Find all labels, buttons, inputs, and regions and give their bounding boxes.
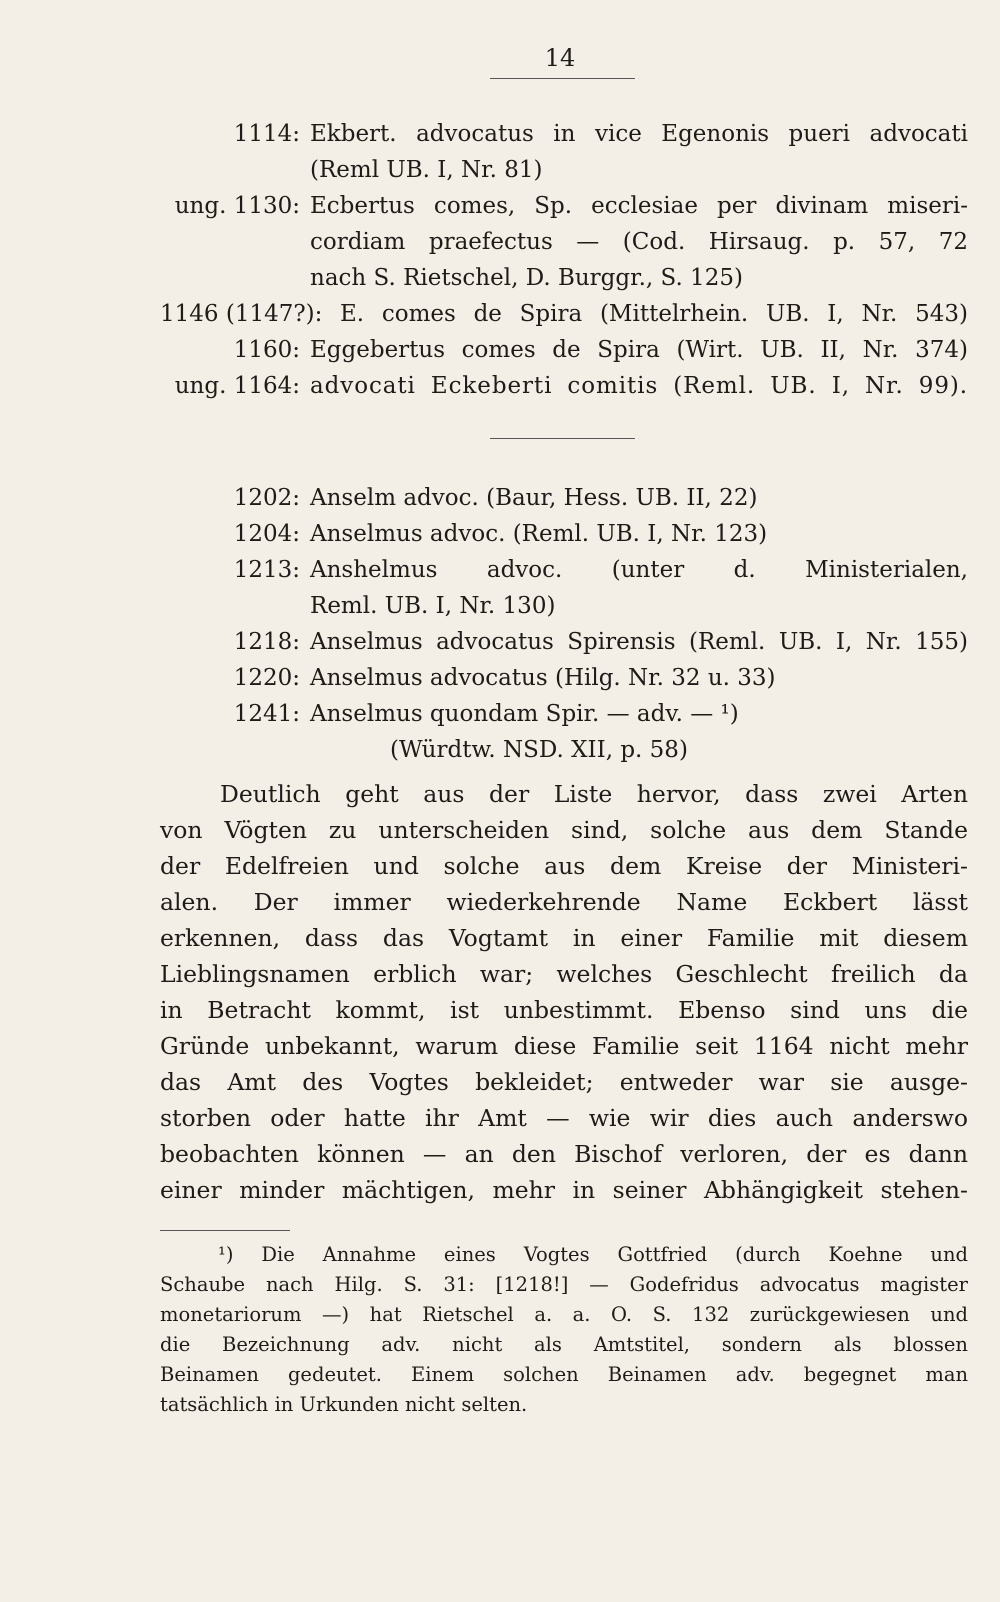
footnote-line: Schaube nach Hilg. S. 31: [1218!] — Godefridus advocatus magister <box>160 1273 968 1296</box>
list-entry <box>160 696 968 768</box>
footnote-line: Beinamen gedeutet. Einem solchen Beinamen adv. begegnet man <box>160 1363 968 1386</box>
entry-date: 1204: <box>233 521 300 547</box>
paragraph-line: erkennen, dass das Vogtamt in einer Familie mit diesem <box>160 924 968 952</box>
entry-text-line: (Reml UB. I, Nr. 81) <box>310 157 543 183</box>
entry-date: 1202: <box>233 485 300 511</box>
paragraph-line: storben oder hatte ihr Amt — wie wir dies auch anderswo <box>160 1104 968 1132</box>
entry-text-line: Anselm advoc. (Baur, Hess. UB. II, 22) <box>310 485 758 511</box>
entry-text-line: Reml. UB. I, Nr. 130) <box>310 593 556 619</box>
list-entry <box>160 660 968 696</box>
paragraph-line: Lieblingsnamen erblich war; welches Geschlecht freilich da <box>160 960 968 988</box>
entry-text-line: nach S. Rietschel, D. Burggr., S. 125) <box>310 265 743 291</box>
entry-text-line: Anselmus quondam Spir. — adv. — ¹) <box>310 701 739 727</box>
paragraph-line: Deutlich geht aus der Liste hervor, dass zwei Arten <box>220 780 968 808</box>
list-entry <box>160 188 968 296</box>
entry-text-line: (Würdtw. NSD. XII, p. 58) <box>390 737 688 763</box>
entry-date: 1220: <box>233 665 300 691</box>
footnote <box>160 1240 968 1420</box>
footnote-rule <box>160 1230 290 1231</box>
list-eckbert <box>160 116 968 404</box>
list-entry <box>160 624 968 660</box>
entry-text-line: Anshelmus advoc. (unter d. Ministerialen, <box>310 557 968 583</box>
entry-text-line: Ecbertus comes, Sp. ecclesiae per divinam miseri- <box>310 193 968 219</box>
paragraph-line: der Edelfreien und solche aus dem Kreise der Ministeri- <box>160 852 968 880</box>
entry-date: 1213: <box>233 557 300 583</box>
entry-text-line: cordiam praefectus — (Cod. Hirsaug. p. 57, 72 <box>310 229 968 255</box>
list-entry <box>160 480 968 516</box>
paragraph-line: von Vögten zu unterscheiden sind, solche aus dem Stande <box>160 816 968 844</box>
footnote-line: tatsächlich in Urkunden nicht selten. <box>160 1393 528 1416</box>
page-number: 14 <box>544 44 576 72</box>
entry-date: 1160: <box>233 337 300 363</box>
entry-text-line: Anselmus advoc. (Reml. UB. I, Nr. 123) <box>310 521 768 547</box>
list-entry <box>160 516 968 552</box>
paragraph-line: in Betracht kommt, ist unbestimmt. Ebenso sind uns die <box>160 996 968 1024</box>
entry-date: ung. 1130: <box>174 193 300 219</box>
entry-text-line: E. comes de Spira (Mittelrhein. UB. I, Nr. 543) <box>340 301 968 327</box>
footnote-line: die Bezeichnung adv. nicht als Amtstitel, sondern als blossen <box>160 1333 968 1356</box>
entry-date: 1146 (1147?): <box>160 301 323 327</box>
paragraph-line: Gründe unbekannt, warum diese Familie seit 1164 nicht mehr <box>160 1032 968 1060</box>
entry-date: 1114: <box>233 121 300 147</box>
paragraph-line: alen. Der immer wiederkehrende Name Eckbert lässt <box>160 888 968 916</box>
header-rule <box>490 78 635 79</box>
list-entry <box>160 116 968 188</box>
entry-text-line: Anselmus advocatus Spirensis (Reml. UB. I, Nr. 155) <box>310 629 968 655</box>
section-divider <box>490 438 635 439</box>
list-entry <box>160 332 968 368</box>
entry-date: ung. 1164: <box>174 373 300 399</box>
list-anselm <box>160 480 968 768</box>
entry-text-line: advocati Eckeberti comitis (Reml. UB. I, Nr. 99). <box>310 373 968 399</box>
paragraph-line: einer minder mächtigen, mehr in seiner Abhängigkeit stehen- <box>160 1176 968 1204</box>
body-paragraph <box>160 776 968 1208</box>
entry-text-line: Eggebertus comes de Spira (Wirt. UB. II, Nr. 374) <box>310 337 968 363</box>
list-entry <box>160 552 968 624</box>
footnote-line: monetariorum —) hat Rietschel a. a. O. S. 132 zurückgewiesen und <box>160 1303 968 1326</box>
paragraph-line: das Amt des Vogtes bekleidet; entweder war sie ausge- <box>160 1068 968 1096</box>
paragraph-line: beobachten können — an den Bischof verloren, der es dann <box>160 1140 968 1168</box>
entry-text-line: Anselmus advocatus (Hilg. Nr. 32 u. 33) <box>310 665 776 691</box>
entry-date: 1241: <box>233 701 300 727</box>
entry-text-line: Ekbert. advocatus in vice Egenonis pueri advocati <box>310 121 968 147</box>
footnote-line: ¹) Die Annahme eines Vogtes Gottfried (durch Koehne und <box>218 1243 968 1266</box>
list-entry <box>160 296 968 332</box>
list-entry <box>160 368 968 404</box>
entry-date: 1218: <box>233 629 300 655</box>
